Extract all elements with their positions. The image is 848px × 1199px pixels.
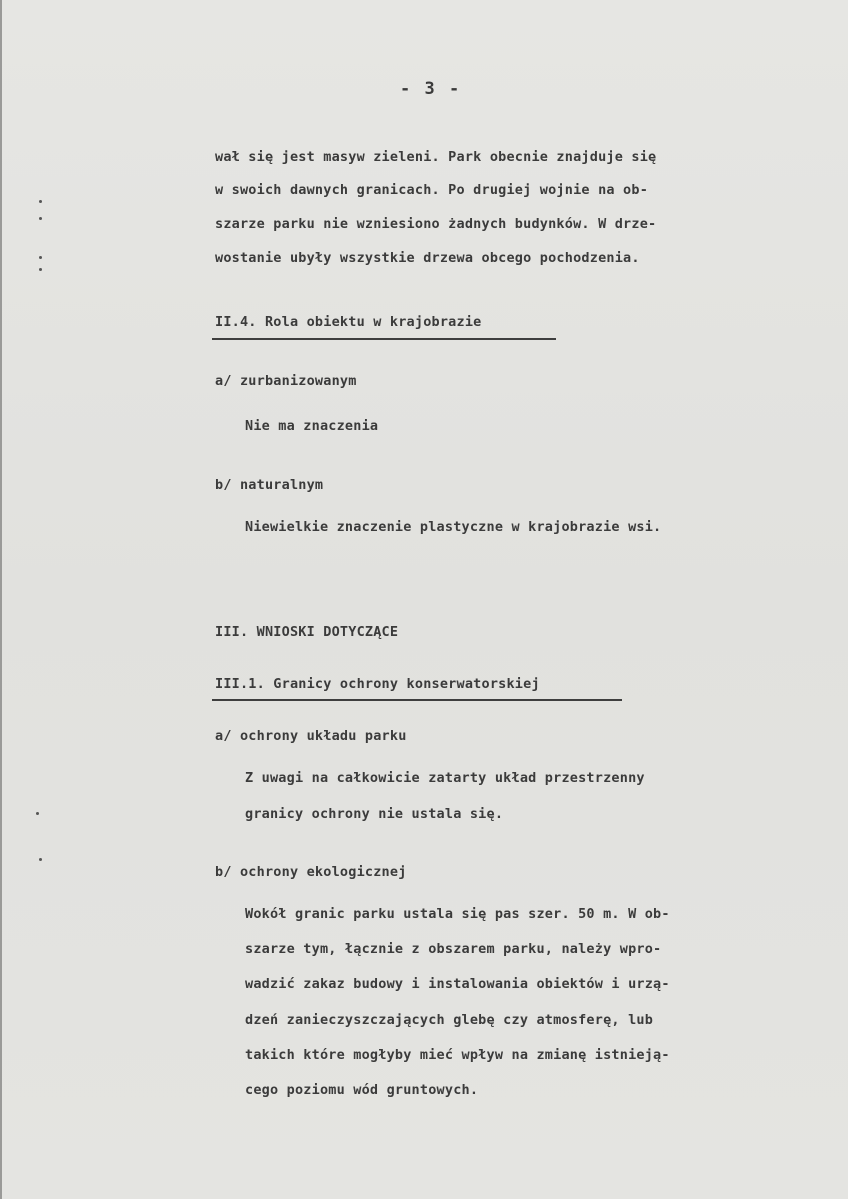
section-2-4-heading: II.4. Rola obiektu w krajobrazie bbox=[215, 314, 482, 330]
margin-mark bbox=[39, 858, 42, 861]
section-3-1-a-line-1: Z uwagi na całkowicie zatarty układ przestrzenny bbox=[245, 770, 645, 786]
heading-underline bbox=[212, 699, 622, 701]
section-2-4-a-text: Nie ma znaczenia bbox=[245, 418, 379, 434]
intro-line-3: szarze parku nie wzniesiono żadnych budynków. W drze- bbox=[215, 216, 657, 232]
margin-mark bbox=[39, 268, 42, 271]
section-3-heading: III. WNIOSKI DOTYCZĄCE bbox=[215, 624, 399, 640]
intro-line-4: wostanie ubyły wszystkie drzewa obcego pochodzenia. bbox=[215, 250, 640, 266]
margin-mark bbox=[39, 256, 42, 259]
section-2-4-b-label: b/ naturalnym bbox=[215, 477, 324, 493]
section-3-1-heading: III.1. Granicy ochrony konserwatorskiej bbox=[215, 676, 540, 692]
section-2-4-a-label: a/ zurbanizowanym bbox=[215, 373, 357, 389]
section-3-1-a-label: a/ ochrony układu parku bbox=[215, 728, 407, 744]
margin-mark bbox=[39, 217, 42, 220]
section-3-1-b-label: b/ ochrony ekologicznej bbox=[215, 864, 407, 880]
section-2-4-b-text: Niewielkie znaczenie plastyczne w krajobrazie wsi. bbox=[245, 519, 662, 535]
intro-line-1: wał się jest masyw zieleni. Park obecnie znajduje się bbox=[215, 149, 657, 165]
section-3-1-b-line-5: takich które mogłyby mieć wpływ na zmianę istnieją- bbox=[245, 1047, 670, 1063]
section-3-1-b-line-3: wadzić zakaz budowy i instalowania obiektów i urzą- bbox=[245, 976, 670, 992]
intro-line-2: w swoich dawnych granicach. Po drugiej wojnie na ob- bbox=[215, 182, 649, 198]
section-3-1-b-line-4: dzeń zanieczyszczających glebę czy atmosferę, lub bbox=[245, 1012, 654, 1028]
page-number: - 3 - bbox=[400, 79, 462, 99]
heading-underline bbox=[212, 338, 556, 340]
section-3-1-a-line-2: granicy ochrony nie ustala się. bbox=[245, 806, 504, 822]
section-3-1-b-line-1: Wokół granic parku ustala się pas szer. 50 m. W ob- bbox=[245, 906, 670, 922]
margin-mark bbox=[39, 200, 42, 203]
section-3-1-b-line-2: szarze tym, łącznie z obszarem parku, należy wpro- bbox=[245, 941, 662, 957]
margin-mark bbox=[36, 812, 39, 815]
section-3-1-b-line-6: cego poziomu wód gruntowych. bbox=[245, 1082, 479, 1098]
